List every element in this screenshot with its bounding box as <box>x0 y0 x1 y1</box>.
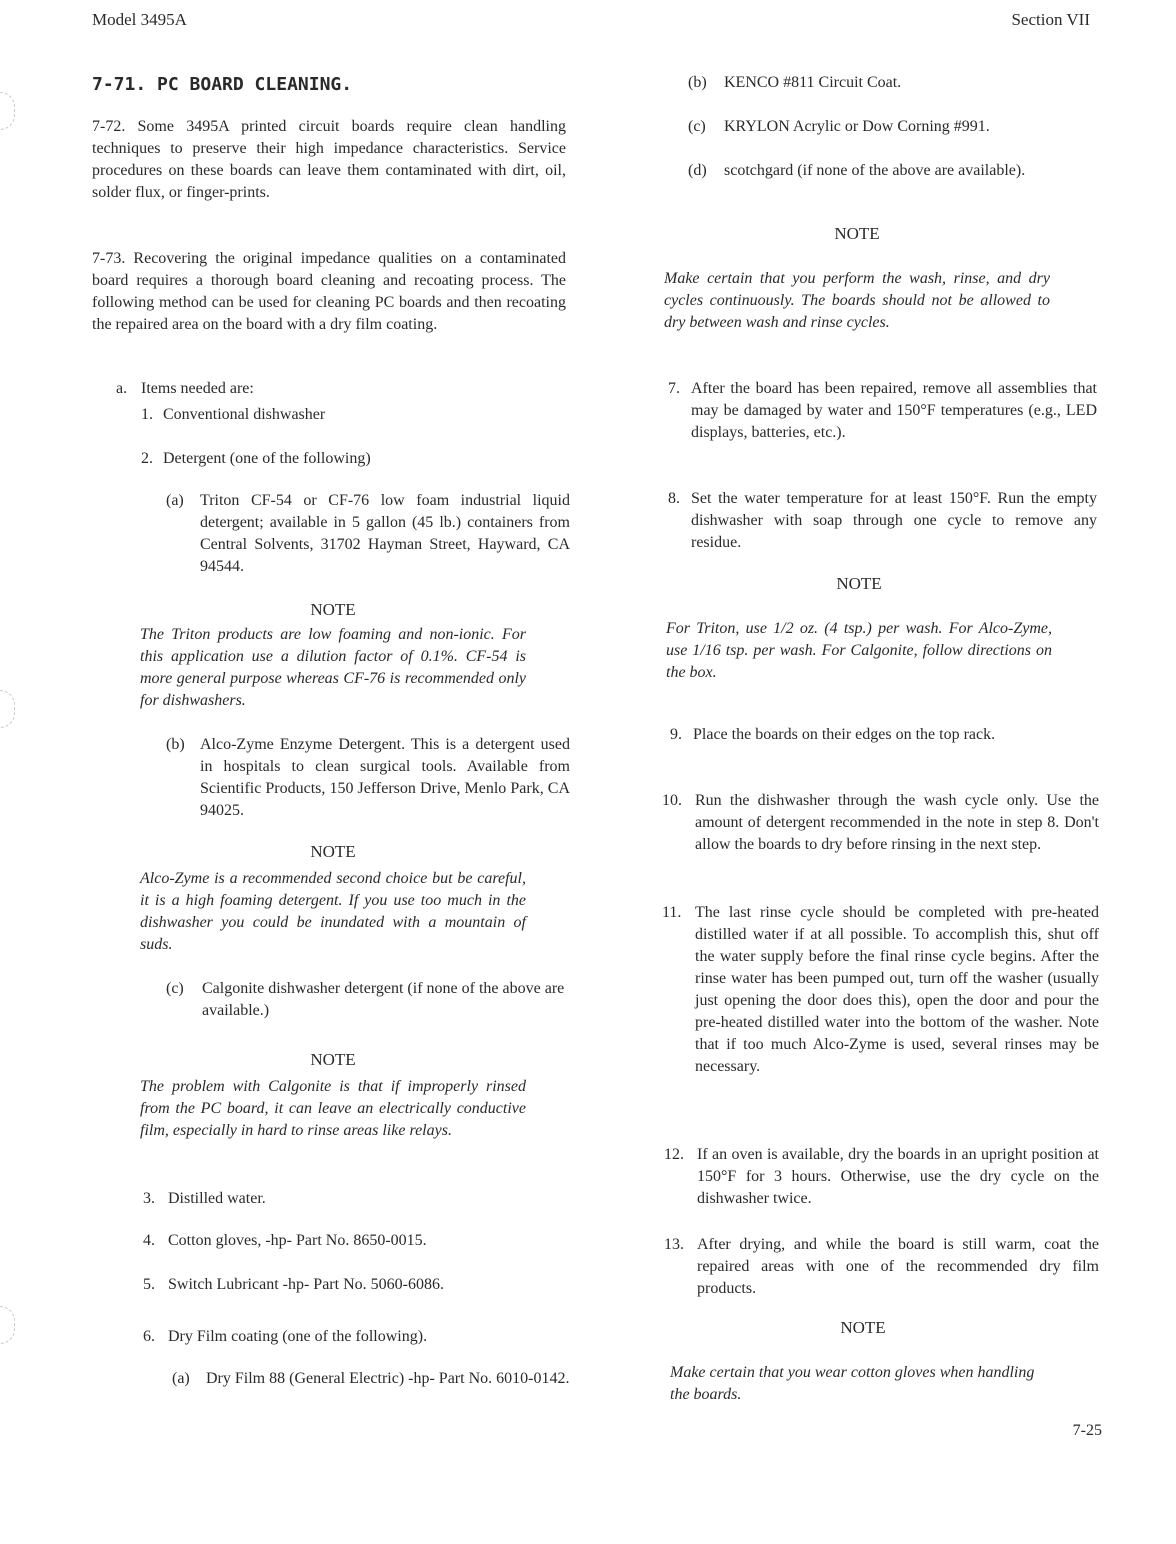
step-number-11: 11. <box>662 904 682 921</box>
page-number: 7-25 <box>1072 1422 1102 1439</box>
item-6c-text: KRYLON Acrylic or Dow Corning #991. <box>724 118 990 135</box>
item-2c-label: (c) <box>166 980 184 997</box>
item-2a-text: Triton CF-54 or CF-76 low foam industrial liquid detergent; available in 5 gallon (45 lb.) containers from Central Solvents, 31702 Hayman Street, Hayward, CA 94544. <box>200 492 570 575</box>
item-6-text: Dry Film coating (one of the following). <box>168 1328 428 1345</box>
step-number-12: 12. <box>664 1146 684 1163</box>
punch-hole-mark <box>0 690 15 728</box>
note-detergent-amount-text: For Triton, use 1/2 oz. (4 tsp.) per wash. For Alco-Zyme, use 1/16 tsp. per wash. For Calgonite, follow directions on the box. <box>666 620 1052 681</box>
note-cotton-gloves-text: Make certain that you wear cotton gloves when handling the boards. <box>670 1364 1035 1403</box>
step-12-text: If an oven is available, dry the boards in an upright position at 150°F for 3 hours. Otherwise, use the dry cycle on the dishwasher twice. <box>697 1146 1099 1207</box>
paragraph-7-72: 7-72. Some 3495A printed circuit boards require clean handling techniques to preserve their high impedance characteristics. Service procedures on these boards can leave them contaminated with dirt, oil, solder flux, or finger-prints. <box>92 118 566 201</box>
step-number-10: 10. <box>662 792 682 809</box>
item-3-text: Distilled water. <box>168 1190 266 1207</box>
note-alco-zyme-text: Alco-Zyme is a recommended second choice but be careful, it is a high foaming detergent. If you use too much in the dishwasher you could be inundated with a mountain of suds. <box>140 870 526 953</box>
step-number-13: 13. <box>664 1236 684 1253</box>
step-7-text: After the board has been repaired, remove all assemblies that may be damaged by water and 150°F temperatures (e.g., LED displays, batteries, etc.). <box>691 380 1097 441</box>
step-number-8: 8. <box>668 490 680 507</box>
list-label-a: a. <box>116 380 128 397</box>
item-6a-label: (a) <box>172 1370 190 1387</box>
note-calgonite-text: The problem with Calgonite is that if improperly rinsed from the PC board, it can leave an electrically conductive film, especially in hard to rinse areas like relays. <box>140 1078 526 1139</box>
header-model: Model 3495A <box>92 10 187 29</box>
note-heading: NOTE <box>310 600 356 619</box>
item-2b-text: Alco-Zyme Enzyme Detergent. This is a detergent used in hospitals to clean surgical tools. Available from Scientific Products, 150 Jefferson Drive, Menlo Park, CA 94025. <box>200 736 570 819</box>
item-6a-text: Dry Film 88 (General Electric) -hp- Part No. 6010-0142. <box>206 1370 570 1387</box>
step-8-text: Set the water temperature for at least 150°F. Run the empty dishwasher with soap through one cycle to remove any residue. <box>691 490 1097 551</box>
step-13-text: After drying, and while the board is still warm, coat the repaired areas with one of the recommended dry film products. <box>697 1236 1099 1297</box>
paragraph-7-73: 7-73. Recovering the original impedance qualities on a contaminated board requires a thorough board cleaning and recoating process. The following method can be used for cleaning PC boards and then recoating the repaired area on the board with a dry film coating. <box>92 250 566 333</box>
item-number-4: 4. <box>143 1232 155 1249</box>
note-triton-text: The Triton products are low foaming and non-ionic. For this application use a dilution factor of 0.1%. CF-54 is more general purpose whereas CF-76 is recommended only for dishwashers. <box>140 626 526 709</box>
note-heading: NOTE <box>310 842 356 861</box>
step-11-text: The last rinse cycle should be completed with pre-heated distilled water if at all possible. To accomplish this, shut off the water supply before the final rinse cycle begins. After the rinse water has been pumped out, turn off the washer (usually just opening the door does this), open the door and pour the pre-heated distilled water into the bottom of the washer. Note that if too much Alco-Zyme is used, several rinses may be necessary. <box>695 904 1099 1075</box>
item-number-6: 6. <box>143 1328 155 1345</box>
note-heading: NOTE <box>310 1050 356 1069</box>
punch-hole-mark <box>0 1306 15 1344</box>
item-number-3: 3. <box>143 1190 155 1207</box>
item-number-2: 2. <box>141 450 153 467</box>
note-heading: NOTE <box>834 224 880 243</box>
item-6c-label: (c) <box>688 118 706 135</box>
header-section: Section VII <box>1011 10 1090 29</box>
item-1-text: Conventional dishwasher <box>163 406 326 423</box>
item-2b-label: (b) <box>166 736 185 753</box>
item-2-text: Detergent (one of the following) <box>163 450 371 467</box>
step-number-7: 7. <box>668 380 680 397</box>
section-title: 7-71. PC BOARD CLEANING. <box>92 74 353 95</box>
note-heading: NOTE <box>836 574 882 593</box>
note-continuous-cycles-text: Make certain that you perform the wash, rinse, and dry cycles continuously. The boards should not be allowed to dry between wash and rinse cycles. <box>664 270 1050 331</box>
item-6b-label: (b) <box>688 74 707 91</box>
item-2c-text: Calgonite dishwasher detergent (if none of the above are available.) <box>202 980 565 1019</box>
item-number-5: 5. <box>143 1276 155 1293</box>
item-4-text: Cotton gloves, -hp- Part No. 8650-0015. <box>168 1232 427 1249</box>
items-needed-heading: Items needed are: <box>141 380 254 397</box>
item-6d-label: (d) <box>688 162 707 179</box>
note-heading: NOTE <box>840 1318 886 1337</box>
step-10-text: Run the dishwasher through the wash cycle only. Use the amount of detergent recommended in the note in step 8. Don't allow the boards to dry before rinsing in the next step. <box>695 792 1099 853</box>
item-5-text: Switch Lubricant -hp- Part No. 5060-6086. <box>168 1276 444 1293</box>
punch-hole-mark <box>0 92 15 130</box>
item-6d-text: scotchgard (if none of the above are available). <box>724 162 1026 179</box>
item-6b-text: KENCO #811 Circuit Coat. <box>724 74 902 91</box>
item-2a-label: (a) <box>166 492 184 509</box>
item-number-1: 1. <box>141 406 153 423</box>
step-9-text: Place the boards on their edges on the top rack. <box>693 726 996 743</box>
step-number-9: 9. <box>670 726 682 743</box>
